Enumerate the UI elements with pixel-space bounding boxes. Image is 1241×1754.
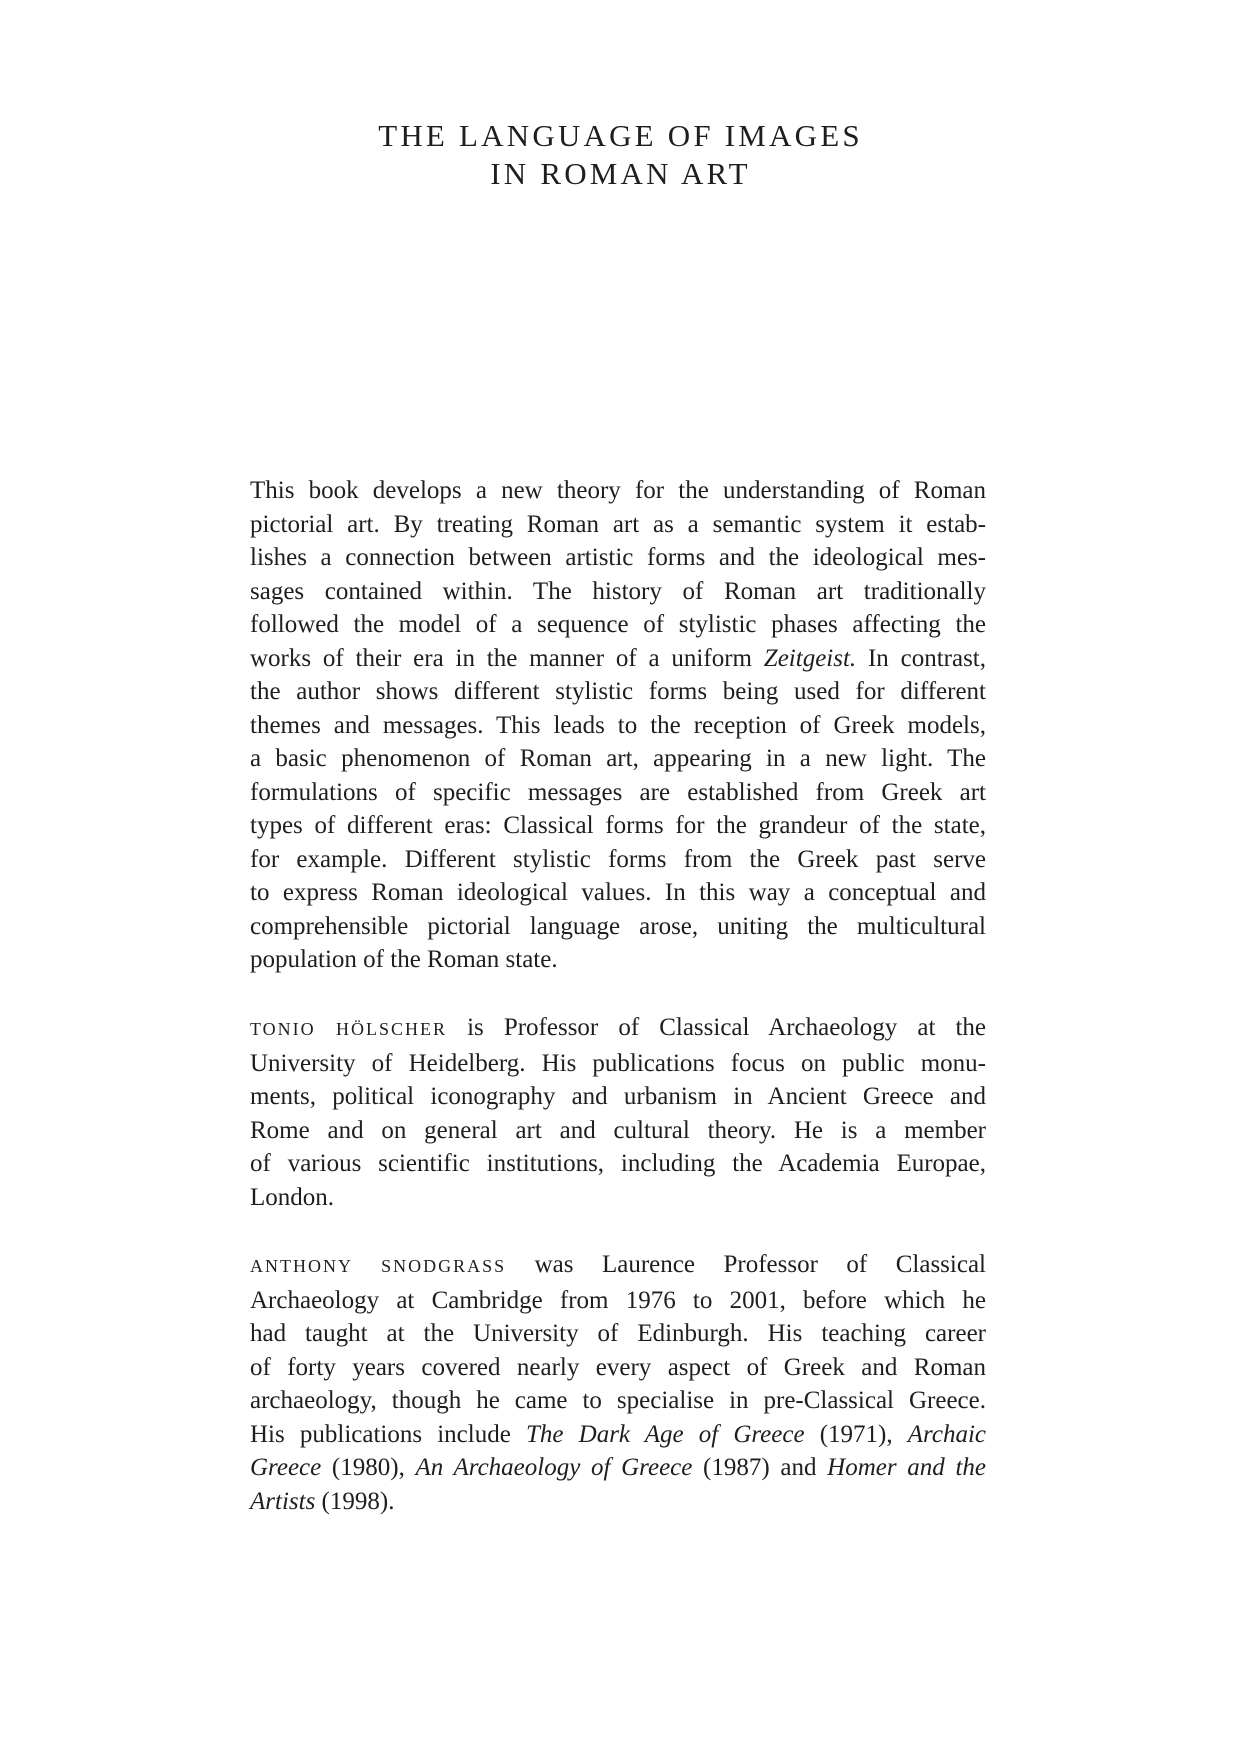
translator-bio-text: His publications include xyxy=(250,1420,526,1448)
book-title-italic: Homer and the xyxy=(827,1454,987,1481)
title-line-1: THE LANGUAGE OF IMAGES xyxy=(378,118,863,153)
book-title-italic: The Dark Age of Greece xyxy=(525,1420,805,1448)
translator-bio-text: (1971), xyxy=(804,1420,908,1448)
description-line: the author shows different stylistic forms being used for different xyxy=(250,678,986,705)
translator-bio-line xyxy=(250,1418,986,1452)
author-name: TONIO HÖLSCHER xyxy=(250,1019,447,1039)
book-title-italic: Greece xyxy=(250,1454,322,1481)
translator-bio-line: had taught at the University of Edinburgh. His teaching career xyxy=(250,1320,986,1347)
description-line: pictorial art. By treating Roman art as a semantic system it estab- xyxy=(250,510,986,538)
description-line xyxy=(250,642,986,676)
book-title-italic: Archaic xyxy=(907,1420,986,1448)
author-bio xyxy=(250,1011,986,1214)
author-bio-line: London. xyxy=(250,1183,335,1211)
book-description xyxy=(250,474,986,977)
translator-bio-line xyxy=(250,1485,986,1519)
title-line-2: IN ROMAN ART xyxy=(490,156,751,191)
description-line: sages contained within. The history of Roman art traditionally xyxy=(250,577,986,605)
book-title xyxy=(0,117,1241,193)
description-line: followed the model of a sequence of stylistic phases affecting the xyxy=(250,611,986,638)
translator-bio-line xyxy=(250,1451,986,1485)
description-line: comprehensible pictorial language arose, uniting the multicultural xyxy=(250,912,986,940)
description-line: population of the Roman state. xyxy=(250,946,558,973)
description-line: formulations of specific messages are established from Greek art xyxy=(250,778,986,806)
translator-bio xyxy=(250,1248,986,1518)
author-bio-text: is Professor of Classical Archaeology at the xyxy=(447,1014,987,1041)
translator-bio-text: (1987) and xyxy=(692,1454,828,1481)
translator-bio-text: was Laurence Professor of Classical xyxy=(506,1251,986,1278)
description-line: a basic phenomenon of Roman art, appearing in a new light. The xyxy=(250,745,986,772)
description-line: This book develops a new theory for the understanding of Roman xyxy=(250,477,986,504)
description-line: types of different eras: Classical forms for the grandeur of the state, xyxy=(250,812,986,839)
author-bio-line xyxy=(250,1011,986,1047)
translator-bio-line: of forty years covered nearly every aspect of Greek and Roman xyxy=(250,1353,986,1381)
book-title-italic: Artists xyxy=(250,1487,316,1515)
translator-name: ANTHONY SNODGRASS xyxy=(250,1256,507,1276)
description-text: In contrast, xyxy=(856,644,986,672)
translator-bio-line xyxy=(250,1248,986,1284)
translator-bio-line: archaeology, though he came to specialise in pre-Classical Greece. xyxy=(250,1387,986,1414)
translator-bio-text: (1998). xyxy=(315,1487,395,1515)
book-title-italic: An Archaeology of Greece xyxy=(415,1454,693,1481)
description-text: works of their era in the manner of a uniform xyxy=(250,644,764,672)
author-bio-line: University of Heidelberg. His publications focus on public monu- xyxy=(250,1049,986,1077)
description-line: lishes a connection between artistic forms and the ideological mes- xyxy=(250,544,986,571)
author-bio-line: Rome and on general art and cultural theory. He is a member xyxy=(250,1116,986,1144)
author-bio-line: ments, political iconography and urbanism in Ancient Greece and xyxy=(250,1083,986,1110)
translator-bio-line: Archaeology at Cambridge from 1976 to 2001, before which he xyxy=(250,1286,986,1314)
translator-bio-text: (1980), xyxy=(321,1454,416,1481)
description-line: for example. Different stylistic forms from the Greek past serve xyxy=(250,845,986,873)
zeitgeist-italic: Zeitgeist. xyxy=(763,644,857,672)
description-line: themes and messages. This leads to the reception of Greek models, xyxy=(250,711,986,739)
description-line: to express Roman ideological values. In this way a conceptual and xyxy=(250,879,986,906)
author-bio-line: of various scientific institutions, including the Academia Europae, xyxy=(250,1150,986,1177)
